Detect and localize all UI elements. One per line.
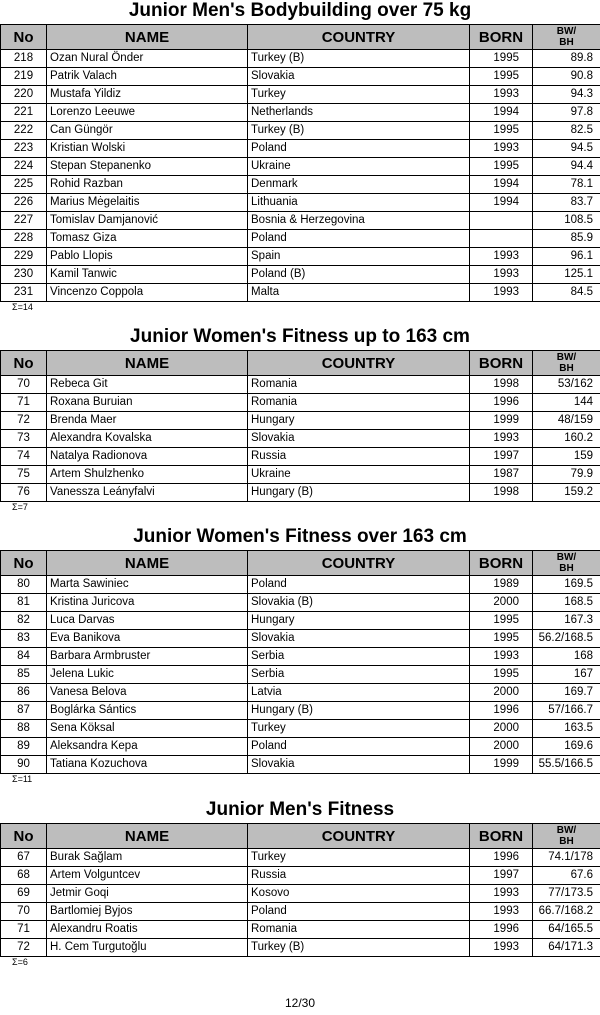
table-row <box>1 702 600 720</box>
cell-country: Denmark <box>248 176 470 194</box>
table-row <box>1 248 600 266</box>
header-country: COUNTRY <box>248 25 470 50</box>
cell-country: Kosovo <box>248 885 470 903</box>
cell-bw-bh: 79.9 <box>533 466 600 484</box>
cell-no: 221 <box>1 104 47 122</box>
results-table <box>0 24 600 302</box>
cell-no: 84 <box>1 648 47 666</box>
cell-name: Alexandra Kovalska <box>47 430 248 448</box>
cell-bw-bh: 160.2 <box>533 430 600 448</box>
cell-born: 1993 <box>470 248 533 266</box>
cell-no: 72 <box>1 412 47 430</box>
header-country: COUNTRY <box>248 824 470 849</box>
section-womens-fitness-up-to-163 <box>0 326 600 513</box>
cell-bw-bh: 78.1 <box>533 176 600 194</box>
cell-no: 85 <box>1 666 47 684</box>
cell-born: 1989 <box>470 576 533 594</box>
cell-name: Vanessza Leányfalvi <box>47 484 248 502</box>
header-name: NAME <box>47 351 248 376</box>
header-bw-bh: BW/ BH <box>533 824 600 849</box>
cell-no: 224 <box>1 158 47 176</box>
cell-no: 230 <box>1 266 47 284</box>
cell-born: 1994 <box>470 104 533 122</box>
cell-country: Poland <box>248 230 470 248</box>
table-header-row <box>1 25 600 50</box>
cell-bw-bh: 64/171.3 <box>533 939 600 957</box>
cell-bw-bh: 85.9 <box>533 230 600 248</box>
cell-country: Poland <box>248 903 470 921</box>
cell-no: 219 <box>1 68 47 86</box>
table-row <box>1 867 600 885</box>
table-row <box>1 412 600 430</box>
cell-country: Poland (B) <box>248 266 470 284</box>
cell-bw-bh: 168 <box>533 648 600 666</box>
cell-bw-bh: 167.3 <box>533 612 600 630</box>
cell-no: 223 <box>1 140 47 158</box>
cell-name: Lorenzo Leeuwe <box>47 104 248 122</box>
cell-no: 228 <box>1 230 47 248</box>
cell-country: Romania <box>248 376 470 394</box>
cell-bw-bh: 74.1/178 <box>533 849 600 867</box>
table-row <box>1 230 600 248</box>
cell-no: 70 <box>1 903 47 921</box>
cell-name: Kristian Wolski <box>47 140 248 158</box>
cell-bw-bh: 168.5 <box>533 594 600 612</box>
header-bw-bh: BW/ BH <box>533 551 600 576</box>
table-row <box>1 903 600 921</box>
table-row <box>1 158 600 176</box>
cell-born: 1987 <box>470 466 533 484</box>
cell-bw-bh: 83.7 <box>533 194 600 212</box>
cell-bw-bh: 94.3 <box>533 86 600 104</box>
cell-no: 218 <box>1 50 47 68</box>
cell-born: 1996 <box>470 849 533 867</box>
cell-no: 86 <box>1 684 47 702</box>
cell-country: Turkey <box>248 849 470 867</box>
cell-country: Bosnia & Herzegovina <box>248 212 470 230</box>
section-mens-fitness <box>0 799 600 968</box>
table-row <box>1 849 600 867</box>
header-no: No <box>1 351 47 376</box>
cell-name: Artem Shulzhenko <box>47 466 248 484</box>
cell-no: 87 <box>1 702 47 720</box>
cell-no: 229 <box>1 248 47 266</box>
table-row <box>1 612 600 630</box>
cell-born: 2000 <box>470 594 533 612</box>
cell-name: Luca Darvas <box>47 612 248 630</box>
cell-bw-bh: 125.1 <box>533 266 600 284</box>
cell-name: Aleksandra Kepa <box>47 738 248 756</box>
cell-bw-bh: 169.6 <box>533 738 600 756</box>
cell-bw-bh: 94.4 <box>533 158 600 176</box>
cell-name: Tomislav Damjanović <box>47 212 248 230</box>
table-row <box>1 756 600 774</box>
table-row <box>1 140 600 158</box>
table-header-row <box>1 551 600 576</box>
cell-country: Turkey <box>248 720 470 738</box>
table-row <box>1 86 600 104</box>
cell-name: Ozan Nural Önder <box>47 50 248 68</box>
cell-country: Spain <box>248 248 470 266</box>
header-bw-bh: BW/ BH <box>533 25 600 50</box>
table-row <box>1 104 600 122</box>
cell-name: Mustafa Yildiz <box>47 86 248 104</box>
cell-name: Tatiana Kozuchova <box>47 756 248 774</box>
header-name: NAME <box>47 25 248 50</box>
cell-no: 71 <box>1 921 47 939</box>
table-row <box>1 484 600 502</box>
section-title: Junior Women's Fitness over 163 cm <box>133 526 467 547</box>
table-header-row <box>1 351 600 376</box>
table-row <box>1 594 600 612</box>
results-table <box>0 350 600 502</box>
cell-born: 1995 <box>470 666 533 684</box>
cell-bw-bh: 66.7/168.2 <box>533 903 600 921</box>
cell-born: 2000 <box>470 684 533 702</box>
table-row <box>1 921 600 939</box>
cell-bw-bh: 64/165.5 <box>533 921 600 939</box>
cell-name: Patrik Valach <box>47 68 248 86</box>
cell-country: Turkey <box>248 86 470 104</box>
header-country: COUNTRY <box>248 351 470 376</box>
header-born: BORN <box>470 25 533 50</box>
section-womens-fitness-over-163 <box>0 526 600 785</box>
cell-bw-bh: 144 <box>533 394 600 412</box>
cell-born: 1996 <box>470 394 533 412</box>
table-row <box>1 376 600 394</box>
cell-name: Barbara Armbruster <box>47 648 248 666</box>
table-row <box>1 212 600 230</box>
cell-country: Serbia <box>248 666 470 684</box>
cell-country: Serbia <box>248 648 470 666</box>
table-body <box>1 50 600 302</box>
cell-born: 1993 <box>470 648 533 666</box>
table-body <box>1 576 600 774</box>
cell-country: Turkey (B) <box>248 939 470 957</box>
cell-born: 1995 <box>470 50 533 68</box>
cell-no: 89 <box>1 738 47 756</box>
results-table <box>0 550 600 774</box>
cell-name: Jelena Lukic <box>47 666 248 684</box>
table-row <box>1 266 600 284</box>
cell-country: Hungary (B) <box>248 702 470 720</box>
cell-born: 1996 <box>470 921 533 939</box>
cell-no: 68 <box>1 867 47 885</box>
table-header-row <box>1 824 600 849</box>
cell-bw-bh: 53/162 <box>533 376 600 394</box>
table-row <box>1 50 600 68</box>
table-row <box>1 939 600 957</box>
cell-bw-bh: 89.8 <box>533 50 600 68</box>
cell-bw-bh: 84.5 <box>533 284 600 302</box>
cell-country: Netherlands <box>248 104 470 122</box>
competitor-count: Σ=11 <box>12 774 33 784</box>
cell-name: Vincenzo Coppola <box>47 284 248 302</box>
cell-bw-bh: 96.1 <box>533 248 600 266</box>
competitor-count: Σ=14 <box>12 302 33 312</box>
cell-bw-bh: 82.5 <box>533 122 600 140</box>
cell-born: 1993 <box>470 939 533 957</box>
table-row <box>1 466 600 484</box>
cell-country: Hungary <box>248 412 470 430</box>
cell-bw-bh: 90.8 <box>533 68 600 86</box>
cell-country: Slovakia <box>248 68 470 86</box>
cell-bw-bh: 94.5 <box>533 140 600 158</box>
cell-name: Eva Banikova <box>47 630 248 648</box>
cell-born: 1998 <box>470 484 533 502</box>
cell-bw-bh: 56.2/168.5 <box>533 630 600 648</box>
cell-born: 1993 <box>470 284 533 302</box>
cell-name: Rohid Razban <box>47 176 248 194</box>
cell-no: 71 <box>1 394 47 412</box>
header-no: No <box>1 824 47 849</box>
cell-country: Lithuania <box>248 194 470 212</box>
table-row <box>1 666 600 684</box>
cell-no: 231 <box>1 284 47 302</box>
cell-no: 88 <box>1 720 47 738</box>
cell-born: 1997 <box>470 867 533 885</box>
cell-name: H. Cem Turgutoğlu <box>47 939 248 957</box>
cell-country: Slovakia <box>248 756 470 774</box>
table-row <box>1 194 600 212</box>
cell-bw-bh: 108.5 <box>533 212 600 230</box>
table-row <box>1 684 600 702</box>
cell-no: 83 <box>1 630 47 648</box>
cell-born: 1997 <box>470 448 533 466</box>
cell-no: 80 <box>1 576 47 594</box>
cell-born: 1995 <box>470 612 533 630</box>
cell-name: Pablo Llopis <box>47 248 248 266</box>
table-row <box>1 738 600 756</box>
cell-name: Boglárka Sántics <box>47 702 248 720</box>
cell-bw-bh: 67.6 <box>533 867 600 885</box>
cell-bw-bh: 77/173.5 <box>533 885 600 903</box>
cell-no: 227 <box>1 212 47 230</box>
cell-name: Tomasz Giza <box>47 230 248 248</box>
cell-born: 1993 <box>470 86 533 104</box>
cell-born: 1994 <box>470 176 533 194</box>
cell-no: 69 <box>1 885 47 903</box>
cell-born <box>470 230 533 248</box>
cell-name: Artem Volguntcev <box>47 867 248 885</box>
cell-born: 1996 <box>470 702 533 720</box>
table-row <box>1 448 600 466</box>
table-row <box>1 284 600 302</box>
cell-bw-bh: 159.2 <box>533 484 600 502</box>
cell-name: Kristina Juricova <box>47 594 248 612</box>
table-row <box>1 720 600 738</box>
cell-name: Stepan Stepanenko <box>47 158 248 176</box>
cell-country: Romania <box>248 394 470 412</box>
cell-no: 90 <box>1 756 47 774</box>
section-title: Junior Men's Fitness <box>205 799 395 820</box>
table-row <box>1 630 600 648</box>
header-name: NAME <box>47 824 248 849</box>
cell-bw-bh: 55.5/166.5 <box>533 756 600 774</box>
cell-name: Kamil Tanwic <box>47 266 248 284</box>
cell-no: 70 <box>1 376 47 394</box>
cell-no: 72 <box>1 939 47 957</box>
cell-born: 1993 <box>470 266 533 284</box>
table-row <box>1 394 600 412</box>
cell-name: Bartlomiej Byjos <box>47 903 248 921</box>
cell-bw-bh: 167 <box>533 666 600 684</box>
cell-no: 226 <box>1 194 47 212</box>
header-born: BORN <box>470 351 533 376</box>
cell-born: 1993 <box>470 885 533 903</box>
table-row <box>1 885 600 903</box>
cell-country: Romania <box>248 921 470 939</box>
cell-no: 67 <box>1 849 47 867</box>
cell-born: 1998 <box>470 376 533 394</box>
cell-country: Turkey (B) <box>248 50 470 68</box>
table-row <box>1 648 600 666</box>
cell-name: Rebeca Git <box>47 376 248 394</box>
cell-name: Alexandru Roatis <box>47 921 248 939</box>
cell-no: 75 <box>1 466 47 484</box>
cell-no: 74 <box>1 448 47 466</box>
section-title: Junior Women's Fitness up to 163 cm <box>130 326 470 347</box>
cell-born: 1995 <box>470 68 533 86</box>
cell-name: Sena Köksal <box>47 720 248 738</box>
cell-no: 220 <box>1 86 47 104</box>
cell-country: Hungary <box>248 612 470 630</box>
cell-name: Can Güngör <box>47 122 248 140</box>
cell-country: Slovakia (B) <box>248 594 470 612</box>
header-no: No <box>1 551 47 576</box>
cell-name: Jetmir Goqi <box>47 885 248 903</box>
page-number: 12/30 <box>284 996 316 1010</box>
header-no: No <box>1 25 47 50</box>
cell-no: 222 <box>1 122 47 140</box>
cell-bw-bh: 163.5 <box>533 720 600 738</box>
cell-name: Natalya Radionova <box>47 448 248 466</box>
cell-country: Ukraine <box>248 158 470 176</box>
cell-bw-bh: 48/159 <box>533 412 600 430</box>
cell-bw-bh: 169.7 <box>533 684 600 702</box>
cell-born: 1994 <box>470 194 533 212</box>
cell-name: Brenda Maer <box>47 412 248 430</box>
table-row <box>1 68 600 86</box>
cell-country: Poland <box>248 738 470 756</box>
cell-country: Turkey (B) <box>248 122 470 140</box>
cell-born: 2000 <box>470 738 533 756</box>
cell-name: Marta Sawiniec <box>47 576 248 594</box>
cell-born: 2000 <box>470 720 533 738</box>
cell-born: 1999 <box>470 412 533 430</box>
cell-born: 1993 <box>470 903 533 921</box>
table-body <box>1 849 600 957</box>
table-row <box>1 430 600 448</box>
cell-country: Ukraine <box>248 466 470 484</box>
table-row <box>1 576 600 594</box>
cell-bw-bh: 57/166.7 <box>533 702 600 720</box>
header-born: BORN <box>470 824 533 849</box>
section-title: Junior Men's Bodybuilding over 75 kg <box>128 0 472 21</box>
cell-no: 82 <box>1 612 47 630</box>
cell-bw-bh: 159 <box>533 448 600 466</box>
cell-born: 1993 <box>470 140 533 158</box>
cell-country: Hungary (B) <box>248 484 470 502</box>
cell-born <box>470 212 533 230</box>
cell-born: 1995 <box>470 630 533 648</box>
cell-name: Burak Sağlam <box>47 849 248 867</box>
table-row <box>1 176 600 194</box>
cell-country: Poland <box>248 140 470 158</box>
table-row <box>1 122 600 140</box>
cell-country: Russia <box>248 448 470 466</box>
results-table <box>0 823 600 957</box>
table-body <box>1 376 600 502</box>
section-mens-bodybuilding-over-75 <box>0 0 600 313</box>
cell-country: Slovakia <box>248 430 470 448</box>
cell-country: Slovakia <box>248 630 470 648</box>
cell-name: Roxana Buruian <box>47 394 248 412</box>
cell-bw-bh: 97.8 <box>533 104 600 122</box>
cell-no: 76 <box>1 484 47 502</box>
cell-country: Latvia <box>248 684 470 702</box>
cell-country: Russia <box>248 867 470 885</box>
cell-born: 1995 <box>470 122 533 140</box>
competitor-count: Σ=7 <box>12 502 28 512</box>
cell-born: 1995 <box>470 158 533 176</box>
cell-name: Vanesa Belova <box>47 684 248 702</box>
cell-no: 73 <box>1 430 47 448</box>
header-bw-bh: BW/ BH <box>533 351 600 376</box>
cell-no: 81 <box>1 594 47 612</box>
cell-bw-bh: 169.5 <box>533 576 600 594</box>
cell-born: 1993 <box>470 430 533 448</box>
cell-country: Malta <box>248 284 470 302</box>
header-born: BORN <box>470 551 533 576</box>
header-name: NAME <box>47 551 248 576</box>
header-country: COUNTRY <box>248 551 470 576</box>
cell-no: 225 <box>1 176 47 194</box>
cell-country: Poland <box>248 576 470 594</box>
cell-name: Marius Mėgelaitis <box>47 194 248 212</box>
cell-born: 1999 <box>470 756 533 774</box>
competitor-count: Σ=6 <box>12 957 28 967</box>
